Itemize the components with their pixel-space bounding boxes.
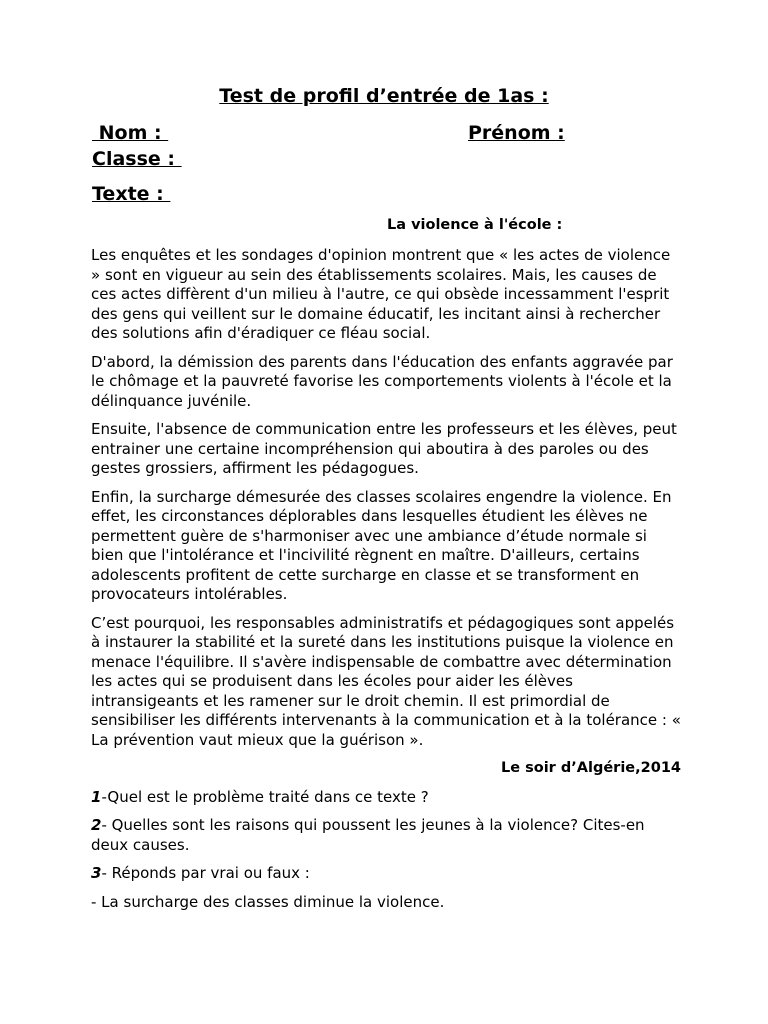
question-number: 2 (91, 816, 102, 834)
texte-heading (92, 183, 170, 205)
article-title: La violence à l'école : (387, 217, 563, 233)
prenom-field-label (468, 122, 565, 144)
question-text: - Quelles sont les raisons qui poussent les jeunes à la violence? Cites-en deux causes. (91, 816, 645, 854)
page-title-text: Test de profil d’entrée de 1as : (219, 85, 549, 107)
question-text: -Quel est le problème traité dans ce texte ? (101, 787, 429, 806)
paragraph: Les enquêtes et les sondages d'opinion montrent que « les actes de violence » sont en vigueur au sein des établissements scolaires. Mais, les causes de ces actes diffèrent d'un milieu à l'autre, ce qui obsède incessamment l'esprit des gens qui veillent sur le domaine éducatif, les incitant ainsi à rechercher des solutions afin d'éradiquer ce fléau social. (91, 246, 671, 342)
paragraph: Ensuite, l'absence de communication entre les professeurs et les élèves, peut entrainer une certaine incompréhension qui aboutira à des paroles ou des gestes grossiers, affirment les pédagogues. (91, 420, 677, 477)
true-false-statement: - La surcharge des classes diminue la violence. (91, 892, 445, 911)
question-text: - Réponds par vrai ou faux : (101, 864, 310, 882)
texte-heading-text: Texte : (92, 183, 171, 205)
classe-label-text: Classe : (92, 148, 182, 170)
page-title (0, 85, 768, 107)
question-number: 1 (91, 787, 102, 806)
question (91, 788, 681, 808)
paragraph: C’est pourquoi, les responsables administratifs et pédagogiques sont appelés à instaurer la stabilité et la sureté dans les institutions puisque la violence en menace l'équilibre. Il s'avère indispensable de combattre avec détermination les actes qui se produisent dans les écoles pour aider les élèves intransigeants et les ramener sur le droit chemin. Il est primordial de sensibiliser les différents intervenants à la communication et à la tolérance : « La prévention vaut mieux que la guérison ». (91, 613, 681, 749)
nom-label-text: Nom : (92, 122, 169, 144)
question (91, 864, 681, 884)
article-body (91, 246, 681, 921)
question (91, 816, 681, 855)
classe-field-label (92, 148, 182, 170)
paragraph: Enfin, la surcharge démesurée des classes scolaires engendre la violence. En effet, les circonstances déplorables dans lesquelles étudient les élèves ne permettent guère de s'harmoniser avec une ambiance d’étude normale si bien que l'intolérance et l'incivilité règnent en maître. D'ailleurs, certains adolescents profitent de cette surcharge en classe et se transforment en provocateurs intolérables. (91, 487, 672, 603)
paragraph: D'abord, la démission des parents dans l'éducation des enfants aggravée par le chômage et la pauvreté favorise les comportements violents à l'école et la délinquance juvénile. (91, 352, 673, 410)
prenom-label-text: Prénom : (468, 122, 565, 144)
question-number: 3 (91, 864, 102, 882)
nom-field-label (92, 122, 168, 144)
article-source: Le soir d’Algérie,2014 (501, 760, 681, 776)
